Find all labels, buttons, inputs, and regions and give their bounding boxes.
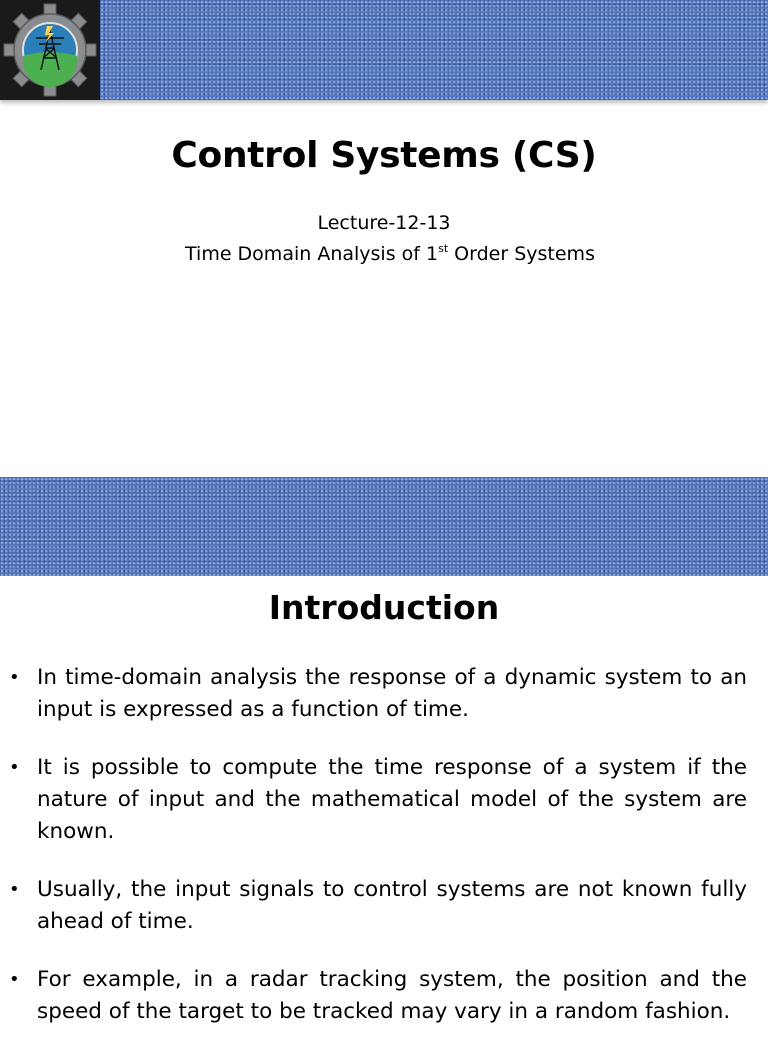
- bullet-list: [0, 662, 768, 1054]
- bullet-item: [0, 874, 768, 938]
- bullet-text: Usually, the input signals to control systems are not known fully ahead of time.: [37, 877, 747, 934]
- header-pattern-band: [0, 0, 768, 100]
- slide-subtitle: [6, 243, 768, 265]
- bullet-icon: •: [9, 667, 20, 688]
- bullet-text: It is possible to compute the time response of a system if the nature of input and the mathematical model of the system are known.: [37, 755, 747, 844]
- bullet-icon: •: [9, 879, 20, 900]
- bullet-item: [0, 662, 768, 726]
- lecture-number: Lecture-12-13: [317, 212, 451, 234]
- section-title: Introduction: [268, 588, 500, 627]
- bullet-text: In time-domain analysis the response of a dynamic system to an input is expressed as a function of time.: [37, 665, 747, 722]
- bullet-item: [0, 752, 768, 848]
- subtitle-text-post: Order Systems: [448, 243, 595, 265]
- slide-title: Control Systems (CS): [171, 135, 597, 176]
- bullet-icon: •: [9, 969, 20, 990]
- section-pattern-band: [0, 477, 768, 576]
- gear-tower-logo-icon: [0, 0, 100, 100]
- subtitle-ordinal-suffix: st: [438, 242, 449, 255]
- bullet-text: For example, in a radar tracking system, the position and the speed of the target to be tracked may vary in a random fashion.: [37, 967, 747, 1024]
- subtitle-text-pre: Time Domain Analysis of 1: [185, 243, 439, 265]
- bullet-icon: •: [9, 757, 20, 778]
- bullet-item: [0, 964, 768, 1028]
